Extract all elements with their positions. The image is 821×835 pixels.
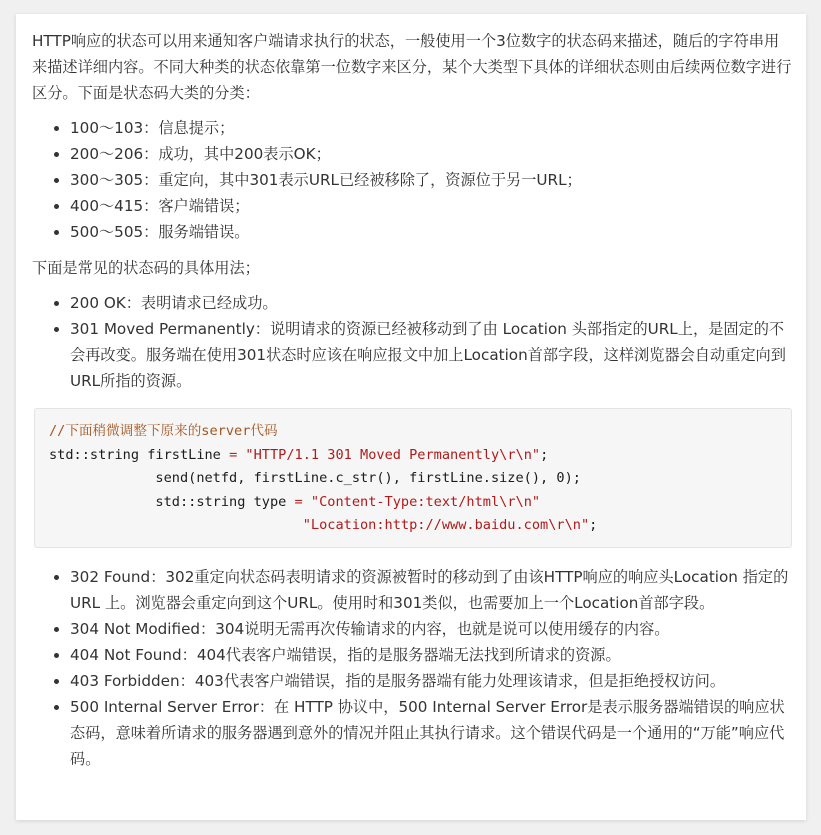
list-item: • 404 Not Found：404代表客户端错误，指的是服务器端无法找到所请求的资源。 <box>70 642 792 668</box>
code-string: "Content-Type:text/html\r\n" <box>302 493 541 510</box>
list-item: • 304 Not Modified：304说明无需再次传输请求的内容，也就是说可以使用缓存的内容。 <box>70 616 792 642</box>
list-item: • 300～305：重定向，其中301表示URL已经被移除了，资源位于另一URL； <box>70 167 792 193</box>
code-comment: //下面稍微调整下原来的server代码 <box>49 423 278 439</box>
code-text: ; <box>540 446 549 463</box>
article-card <box>16 14 806 820</box>
intro-paragraph: HTTP响应的状态可以用来通知客户端请求执行的状态，一般使用一个3位数字的状态码来描述，随后的字符串用来描述详细内容。不同大种类的状态依靠第一位数字来区分，某个大类型下具体的详细状态则由后续两位数字进行区分。下面是状态码大类的分类： <box>32 32 792 102</box>
code-string: "HTTP/1.1 301 Moved Permanently\r\n" <box>237 446 541 463</box>
list-item: • 200～206：成功，其中200表示OK； <box>70 141 792 167</box>
code-operator: = <box>294 493 303 510</box>
list-item: • 500 Internal Server Error：在 HTTP 协议中，500 Internal Server Error是表示服务器端错误的响应状态码，意味着所请求的服务器遇到意外的情况并阻止其执行请求。这个错误代码是一个通用的“万能”响应代码。 <box>70 694 792 772</box>
code-string: "Location:http://www.baidu.com\r\n" <box>49 517 590 533</box>
list-item: • 302 Found：302重定向状态码表明请求的资源被暂时的移动到了由该HTTP响应的响应头Location 指定的 URL 上。浏览器会重定向到这个URL。使用时和301类似，也需要加上一个Location首部字段。 <box>70 564 792 616</box>
article-content <box>32 28 792 782</box>
more-status-list <box>32 564 792 772</box>
status-category-list <box>32 115 792 245</box>
code-text: send(netfd, firstLine.c_str(), firstLine.size(), 0); <box>49 470 581 486</box>
list-item: • 100～103：信息提示； <box>70 115 792 141</box>
list-item: • 500～505：服务端错误。 <box>70 219 792 245</box>
code-text: ; <box>589 517 598 533</box>
code-text: std::string firstLine <box>49 446 230 463</box>
list-item: • 200 OK：表明请求已经成功。 <box>70 290 792 316</box>
list-item: • 301 Moved Permanently：说明请求的资源已经被移动到了由 Location 头部指定的URL上，是固定的不会再改变。服务端在使用301状态时应该在响应报文中加上Location首部字段，这样浏览器会自动重定向到URL所指的资源。 <box>70 316 792 394</box>
common-intro-paragraph: 下面是常见的状态码的具体用法； <box>32 259 260 277</box>
list-item: • 400～415：客户端错误； <box>70 193 792 219</box>
code-text: std::string type <box>49 493 295 510</box>
code-block <box>34 408 792 548</box>
common-status-list <box>32 290 792 394</box>
code-operator: = <box>229 446 238 463</box>
list-item: • 403 Forbidden：403代表客户端错误，指的是服务器端有能力处理该请求，但是拒绝授权访问。 <box>70 668 792 694</box>
